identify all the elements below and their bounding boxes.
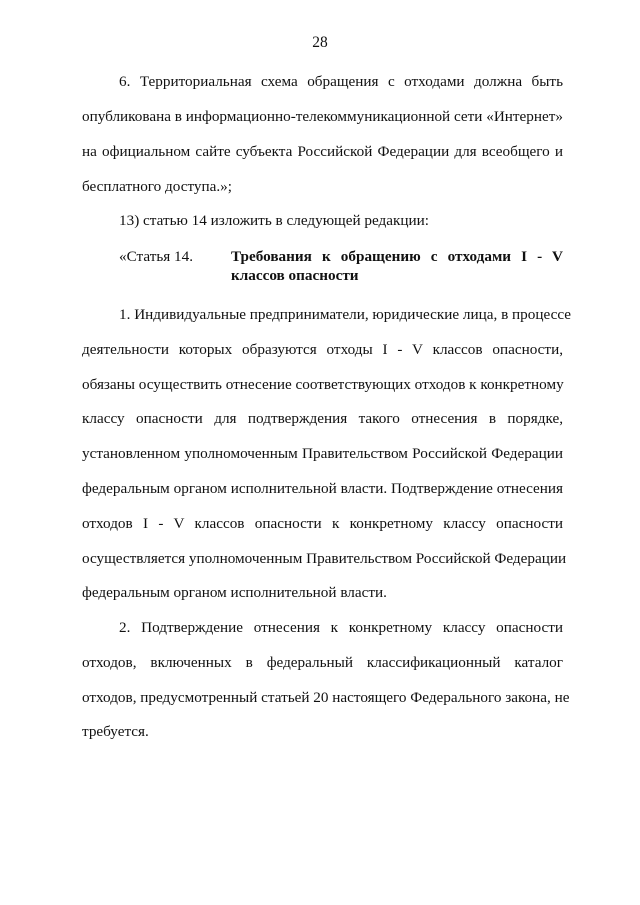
item13-text: 13) статью 14 изложить в следующей редакции: [119,212,429,229]
item6-line-2: опубликована в информационно-телекоммуникационной сети «Интернет» [82,108,563,125]
para1-line-8: осуществляется уполномоченным Правительством Российской Федерации [82,550,567,567]
article-label: «Статья 14. [119,248,194,265]
para1-line-5: установленном уполномоченным Правительством Российской Федерации [82,445,563,462]
para1-line-3: обязаны осуществить отнесение соответствующих отходов к конкретному [82,376,564,393]
para1-line-2: деятельности которых образуются отходы I - V классов опасности, [82,341,563,358]
para2-line-1: 2. Подтверждение отнесения к конкретному классу опасности [119,619,563,636]
article-title-line-1: Требования к обращению с отходами I - V [231,248,563,265]
item6-line-1: 6. Территориальная схема обращения с отходами должна быть [119,73,563,90]
para2-line-2: отходов, включенных в федеральный классификационный каталог [82,654,563,671]
para1-line-7: отходов I - V классов опасности к конкретному классу опасности [82,515,563,532]
page-number: 28 [312,34,328,51]
para1-line-6: федеральным органом исполнительной власти. Подтверждение отнесения [82,480,563,497]
item6-line-4: бесплатного доступа.»; [82,178,232,195]
item6-line-3: на официальном сайте субъекта Российской Федерации для всеобщего и [82,143,563,160]
para1-line-1: 1. Индивидуальные предприниматели, юридические лица, в процессе [119,306,572,323]
para2-line-3: отходов, предусмотренный статьей 20 настоящего Федерального закона, не [82,689,570,706]
para2-line-4: требуется. [82,723,149,740]
para1-line-9: федеральным органом исполнительной власти. [82,584,387,601]
article-title-line-2: классов опасности [231,267,359,284]
para1-line-4: классу опасности для подтверждения такого отнесения в порядке, [82,410,563,427]
